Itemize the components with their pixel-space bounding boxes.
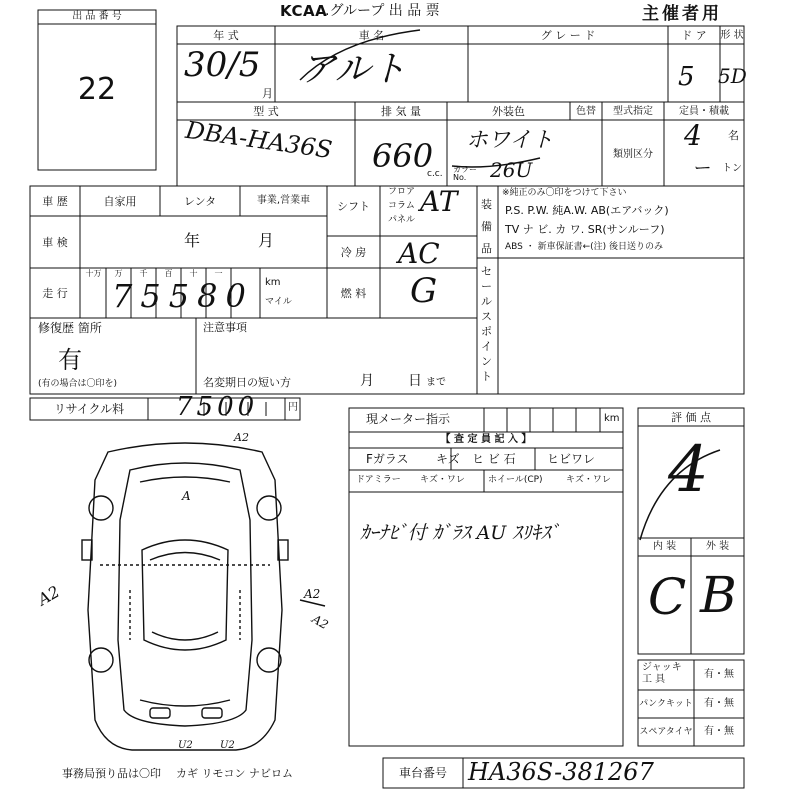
shift-column[interactable]: コラム [388,201,415,211]
shift-label: シフト [337,199,370,213]
mileage-label: 走 行 [42,286,68,300]
model-label: 型 式 [253,105,279,118]
deadline-day: 日 [408,373,422,389]
inspection-label: 車 検 [42,235,68,249]
shift-value: AT [420,185,458,218]
history-rental[interactable]: レンタ [183,194,217,208]
color-label: 外装色 [492,105,525,118]
shape-label: 形 状 [720,29,744,41]
shift-floor[interactable]: フロア [388,187,416,197]
color-value: ホワイト [466,128,554,153]
spare-tire-value[interactable]: 有・無 [704,726,734,737]
puncture-kit-label: パンクキット [639,698,693,709]
sheet-title: .グループ 出 品 票 [325,3,440,19]
windshield-crack: ヒビワレ [547,452,596,466]
month-unit: 月 [262,87,273,100]
damage-mark-right-side: A2 [304,587,321,601]
color-no-label: カラー No. [453,165,477,182]
meter-label: 現メーター指示 [366,412,451,426]
inspection-year: 年 [184,231,201,250]
host-label: 主催者用 [642,4,722,24]
cc-unit: c.c. [427,169,443,179]
persons-unit: 名 [728,129,739,142]
fuel-value: G [410,271,438,311]
chassis-value: HA36S-381267 [468,758,654,786]
category-label: 類別区分 [613,148,653,160]
capacity-label: 定員・積載 [679,105,729,117]
deadline-label: 名変期日の短い方 [203,376,291,389]
interior-value: C [648,568,687,626]
score-label: 評 価 点 [671,410,711,424]
ac-value: AC [398,237,440,270]
history-label: 車 歴 [42,194,68,208]
make-value: アルト [300,49,407,90]
lot-number-value: 22 [77,72,117,107]
deadline-until: まで [426,377,446,388]
mileage-digit-label: 一 [214,269,223,278]
storage-items: カギ リモコン ナビロム [176,767,293,780]
shift-panel[interactable]: パネル [388,215,416,225]
spare-tire-label: スペアタイヤ [639,726,693,737]
shape-value: 5D [718,64,747,88]
model-value: DBA-HA36S [183,115,334,165]
repair-note: (有の場合は〇印を) [38,379,118,389]
repair-value: 有 [58,346,82,374]
make-label: 車 名 [358,29,385,42]
color-no-value: 26U [490,158,533,182]
windshield-chip: ヒ ビ 石 [472,452,516,466]
lot-number-label: 出 品 番 号 [72,11,122,22]
mileage-digit-label: 万 [114,269,123,278]
equipment-note: ※純正のみ〇印をつけて下さい [502,188,627,198]
year-value: 30/5 [184,45,261,85]
damage-mark-hood: A [182,489,191,503]
sales-point-label: セールスポイント [481,265,492,383]
mileage-value: 75580 [112,277,254,315]
wheel-front-left [89,496,113,520]
history-private[interactable]: 自家用 [103,194,137,208]
equipment-label: 装備品 [481,198,492,255]
color-change-label: 色替 [576,105,596,117]
door-label: ド ア [681,29,707,42]
damage-mark-left-side: A2 [34,581,63,610]
exterior-value: B [700,566,737,624]
km-unit: km [265,277,281,288]
meter-unit: km [604,413,620,424]
inspection-month: 月 [258,231,275,250]
door-value: 5 [678,62,695,92]
mileage-digit-label: 百 [164,269,173,278]
windshield-label: Fガラス [366,452,409,466]
mirror-options: キズ・ワレ [420,475,465,485]
repair-label: 修復歴 箇所 [38,321,102,335]
auction-logo: KCAA [280,2,328,20]
history-business[interactable]: 事業,営業車 [256,195,311,206]
year-label: 年 式 [213,29,239,42]
jack-value[interactable]: 有・無 [704,669,734,680]
damage-mark-rear-left: U2 [178,740,193,751]
wheel-label: ホイール(CP) [488,475,543,485]
ton-unit: トン [722,163,742,174]
mirror-label: ドアミラー [356,475,401,485]
mile-unit: マイル [265,297,292,307]
caution-label: 注意事項 [203,321,247,334]
damage-mark-front-right: A2 [234,431,249,444]
recycle-label: リサイクル料 [53,402,125,416]
deadline-month: 月 [360,373,374,389]
equipment-line-3: ABS ・ 新車保証書←(注) 後日送りのみ [505,242,664,252]
chassis-label: 車台番号 [398,766,447,780]
displacement-label: 排 気 量 [381,105,421,118]
displacement-value: 660 [372,137,434,175]
fuel-label: 燃 料 [340,286,367,300]
equipment-line-1: P.S. P.W. 純A.W. AB(エアバック) [505,204,669,217]
mileage-digit-label: 十 [189,269,198,278]
grade-label: グ レ ー ド [540,29,596,42]
jack-label: ジャッキ 工 具 [642,662,682,685]
equipment-block [477,186,744,394]
inspector-label: 【 査 定 員 記 入 】 [440,434,532,445]
equipment-line-2: TV ナ ビ. カ ワ. SR(サンルーフ) [505,223,665,236]
ton-value: ー [692,158,710,179]
puncture-kit-value[interactable]: 有・無 [704,698,734,709]
wheel-options: キズ・ワレ [566,475,611,485]
score-value: 4 [668,433,709,507]
recycle-unit: 円 [288,402,298,413]
interior-label: 内 装 [652,541,677,552]
windshield-chip-mark: キズ [436,452,460,466]
recycle-value: 7500 [176,392,259,422]
exterior-label: 外 装 [705,541,730,552]
capacity-value: 4 [684,119,702,152]
ac-label: 冷 房 [340,245,367,259]
mileage-digit-label: 千 [139,269,148,278]
wheel-front-right [257,496,281,520]
wheel-rear-right [257,648,281,672]
model-designation-label: 型式指定 [613,105,653,117]
inspector-remarks: ｶｰﾅﾋﾞ付 ｶﾞﾗｽ AU ｽﾘｷｽﾞ [360,522,560,544]
storage-note: 事務局預り品は〇印 [62,767,161,780]
mileage-digit-label: 十万 [85,269,102,278]
damage-mark-right-rear: A2 [309,611,331,633]
wheel-rear-left [89,648,113,672]
damage-mark-rear-right: U2 [220,740,235,751]
